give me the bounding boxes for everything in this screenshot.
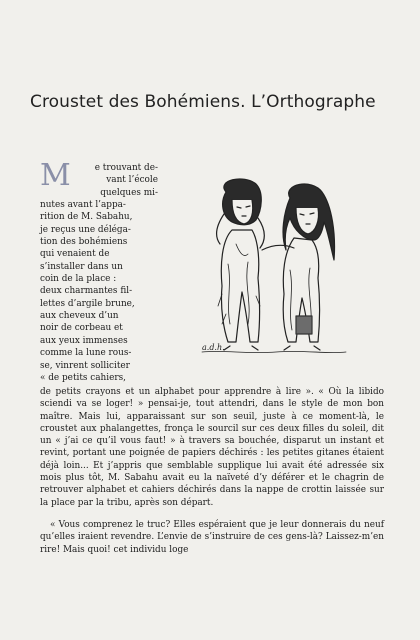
drop-cap: M bbox=[40, 158, 71, 193]
illustration-signature: a.d.h. bbox=[202, 343, 225, 352]
text-line: rition de M. Sabahu, bbox=[40, 212, 133, 223]
text-line: quelques mi- bbox=[100, 187, 158, 198]
text-line: tion des bohémiens bbox=[40, 237, 128, 248]
text-line: deux charmantes fil- bbox=[40, 286, 133, 297]
text-line: se, vinrent solliciter bbox=[40, 360, 130, 371]
text-line: qui venaient de bbox=[40, 249, 110, 260]
body-text bbox=[40, 386, 384, 556]
text-line: coin de la place : bbox=[40, 274, 117, 285]
text-line: noir de corbeau et bbox=[40, 323, 123, 334]
paragraph: de petits crayons et un alphabet pour apprendre à lire ». « Où la libido sciendi va se loger! » pensai-je, tout attendri, dans le style de mon bon maître. Mais lui, apparaissant sur son seuil, juste à ce moment-là, le croustet aux phalangettes, fronça le sourcil sur ces deux filles du soleil, dit un « j’ai ce qu’il vous faut! » à travers sa bouchée, disparut un instant et revint, portant une poignée de papiers déchirés : les petites gitanes étaient déjà loin... Et j’appris que semblable supplique lui avait été adressée six mois plus tôt, M. Sabahu avait eu la naïveté d’y déférer et le chagrin de retrouver alphabet et cahiers déchirés dans la nappe de crottin laissée sur la place par la tribu, après son départ. bbox=[40, 387, 384, 508]
text-line: comme la lune rous- bbox=[40, 348, 132, 359]
paragraph: « Vous comprenez le truc? Elles espéraient que je leur donnerais du neuf qu’elles iraient revendre. L’envie de s’instruire de ces gens-là? Laissez-m’en rire! Mais quoi! cet individu loge bbox=[40, 519, 384, 555]
text-line: vant l’école bbox=[106, 175, 158, 186]
text-line: aux cheveux d’un bbox=[40, 311, 119, 322]
gypsy-girls-illustration bbox=[186, 174, 356, 364]
text-line: lettes d’argile brune, bbox=[40, 298, 135, 309]
text-line: aux yeux immenses bbox=[40, 335, 128, 346]
narrow-column-text bbox=[40, 158, 158, 384]
text-line: je reçus une déléga- bbox=[40, 224, 131, 235]
text-line: nutes avant l’appa- bbox=[40, 200, 126, 211]
text-line: e trouvant de- bbox=[94, 163, 158, 173]
text-line: « de petits cahiers, bbox=[40, 372, 126, 383]
text-line: s’installer dans un bbox=[40, 261, 123, 272]
chapter-title: Croustet des Bohémiens. L’Orthographe bbox=[30, 92, 376, 112]
